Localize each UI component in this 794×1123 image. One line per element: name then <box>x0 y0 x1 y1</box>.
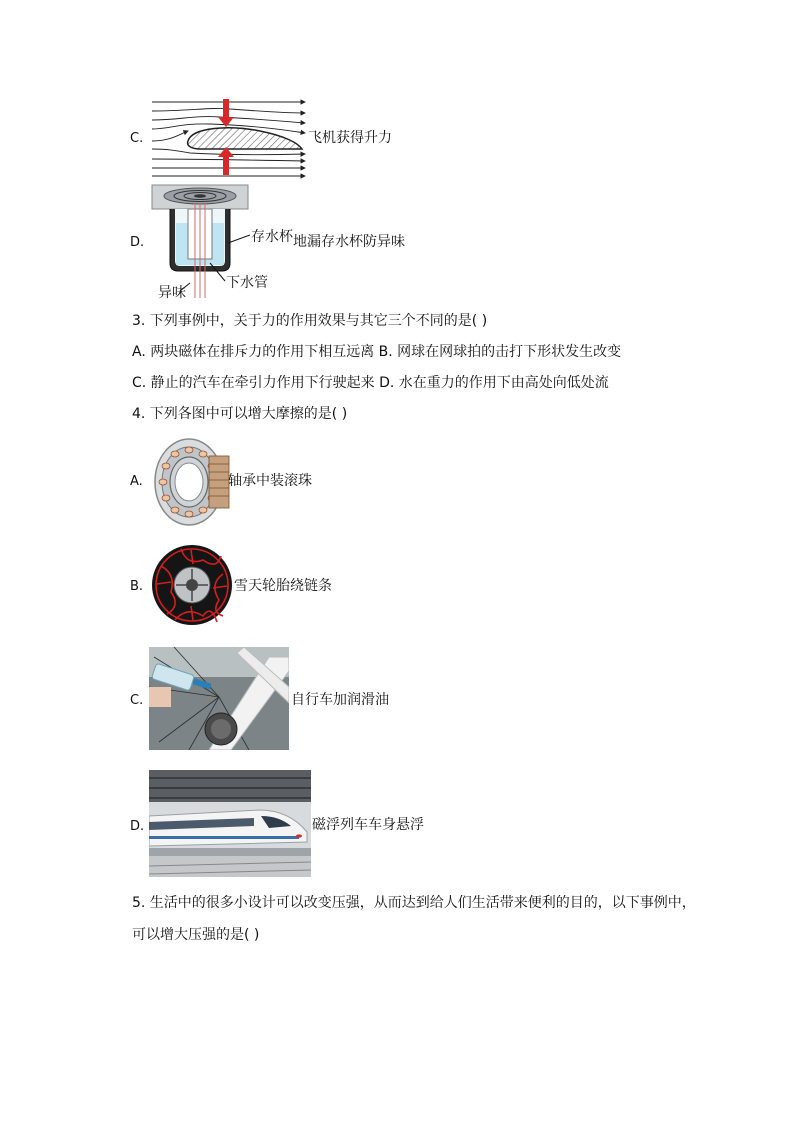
pipe-label: 下水管 <box>226 275 268 291</box>
q3-stem: 3. 下列事例中，关于力的作用效果与其它三个不同的是( ) <box>132 313 488 329</box>
airfoil-figure <box>150 97 310 179</box>
option-d-letter: D. <box>130 235 145 250</box>
q4-option-b-caption: 雪天轮胎绕链条 <box>234 578 332 594</box>
q4-option-a-caption: 轴承中装滚珠 <box>228 473 312 489</box>
q4-stem: 4. 下列各图中可以增大摩擦的是( ) <box>132 406 348 422</box>
q4-option-c-letter: C. <box>130 693 144 708</box>
q4-option-d-caption: 磁浮列车车身悬浮 <box>312 817 424 833</box>
tire-chain-image <box>151 544 233 626</box>
bicycle-oil-image <box>149 647 289 750</box>
q5-stem-line2: 可以增大压强的是( ) <box>132 927 260 943</box>
q5-stem-line1: 5. 生活中的很多小设计可以改变压强，从而达到给人们生活带来便利的目的，以下事例中， <box>132 895 696 911</box>
q3-options-line1: A. 两块磁体在排斥力的作用下相互远离 B. 网球在网球拍的击打下形状发生改变 <box>132 344 622 360</box>
bearing-image <box>151 436 231 528</box>
option-c-letter: C. <box>130 131 144 146</box>
option-c-caption: 飞机获得升力 <box>308 130 392 146</box>
q4-option-b-letter: B. <box>130 579 144 594</box>
maglev-train-image <box>149 770 311 877</box>
option-d-caption: 地漏存水杯防异味 <box>293 234 405 250</box>
q4-option-d-letter: D. <box>130 819 145 834</box>
q4-option-c-caption: 自行车加润滑油 <box>291 692 389 708</box>
odor-label: 异味 <box>158 285 186 301</box>
q3-options-line2: C. 静止的汽车在牵引力作用下行驶起来 D. 水在重力的作用下由高处向低处流 <box>132 375 609 391</box>
q4-option-a-letter: A. <box>130 474 143 489</box>
cup-label: 存水杯 <box>251 229 293 245</box>
